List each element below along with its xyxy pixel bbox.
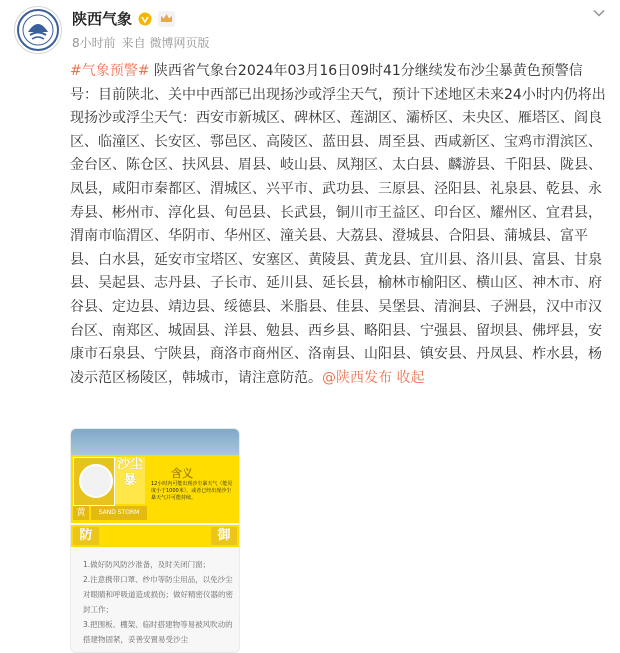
defense-bar (71, 525, 239, 547)
post-source: 来自 微博网页版 (121, 36, 210, 50)
meaning-text: 12小时内可能出现沙尘暴天气（能见度小于1000米），或者已经出现沙尘暴天气并可能持续。 (151, 481, 233, 501)
defense-guide (83, 557, 233, 647)
warning-panel (71, 455, 239, 523)
post-body (70, 60, 610, 390)
post-header (14, 6, 610, 54)
meaning-title: 含义 (171, 467, 193, 480)
guide-item: 3.把围板、棚架、临时搭建物等易被风吹动的搭建物固紧，妥善安置易受沙尘 (83, 620, 233, 644)
guide-item: 1.做好防风防沙准备，及时关闭门窗； (83, 560, 211, 569)
guide-item: 2.注意携带口罩、纱巾等防尘用品，以免沙尘对眼睛和呼吸道造成损伤；做好精密仪器的密封工作； (83, 575, 233, 614)
account-name[interactable]: 陕西气象 (72, 10, 133, 28)
verified-badge-icon (138, 12, 152, 26)
sandstorm-warning-icon (73, 457, 115, 506)
avatar[interactable] (14, 6, 62, 54)
crown-icon (158, 11, 175, 27)
sky-photo (71, 429, 239, 455)
chevron-down-icon[interactable] (592, 6, 606, 20)
weather-logo-icon (16, 8, 60, 52)
defense-left: 防 (73, 527, 99, 545)
mention-link[interactable]: @陕西发布 (322, 369, 392, 386)
sandstorm-chars: 沙尘暴 (115, 457, 145, 504)
collapse-link[interactable]: 收起 (396, 369, 425, 386)
defense-right: 御 (211, 527, 237, 545)
hashtag-link[interactable]: #气象预警# (70, 63, 150, 79)
post-text: 陕西省气象台2024年03月16日09时41分继续发布沙尘暴黄色预警信号：目前陕北、关中中西部已出现扬沙或浮尘天气，预计下述地区未来24小时内仍将出现扬沙或浮尘天气：西安市新城区、碑林区、莲湖区、灞桥区、未央区、雁塔区、阎良区、临潼区、长安区、鄠邑区、高陵区、蓝田县、周至县、西咸新区、宝鸡市渭滨区、金台区、陈仓区、扶风县、眉县、岐山县、凤翔区、太白县、麟游县、千阳县、陇县、凤县，咸阳市秦都区、渭城区、兴平市、武功县、三原县、泾阳县、礼泉县、乾县、永寿县、彬州市、淳化县、旬邑县、长武县，铜川市王益区、印台区、耀州区、宜君县，渭南市临渭区、华阴市、华州区、潼关县、大荔县、澄城县、合阳县、蒲城县、富平县、白水县，延安市宝塔区、安塞区、黄陵县、黄龙县、宜川县、洛川县、富县、甘泉县、吴起县、志丹县、子长市、延川县、延长县，榆林市榆阳区、横山区、神木市、府谷县、定边县、靖边县、绥德县、米脂县、佳县、吴堡县、清涧县、子洲县，汉中市汉台区、南郑区、城固县、洋县、勉县、西乡县、略阳县、宁强县、留坝县、佛坪县，安康市石泉县、宁陕县，商洛市商州区、洛南县、山阳县、镇安县、丹凤县、柞水县，杨凌示范区杨陵区，韩城市，请注意防范。 (70, 63, 606, 386)
yellow-label: 黄 (73, 506, 89, 520)
post-image[interactable] (70, 428, 240, 653)
post-time[interactable]: 8小时前 (72, 36, 116, 50)
sandstorm-en-label: SAND STORM (91, 506, 147, 520)
